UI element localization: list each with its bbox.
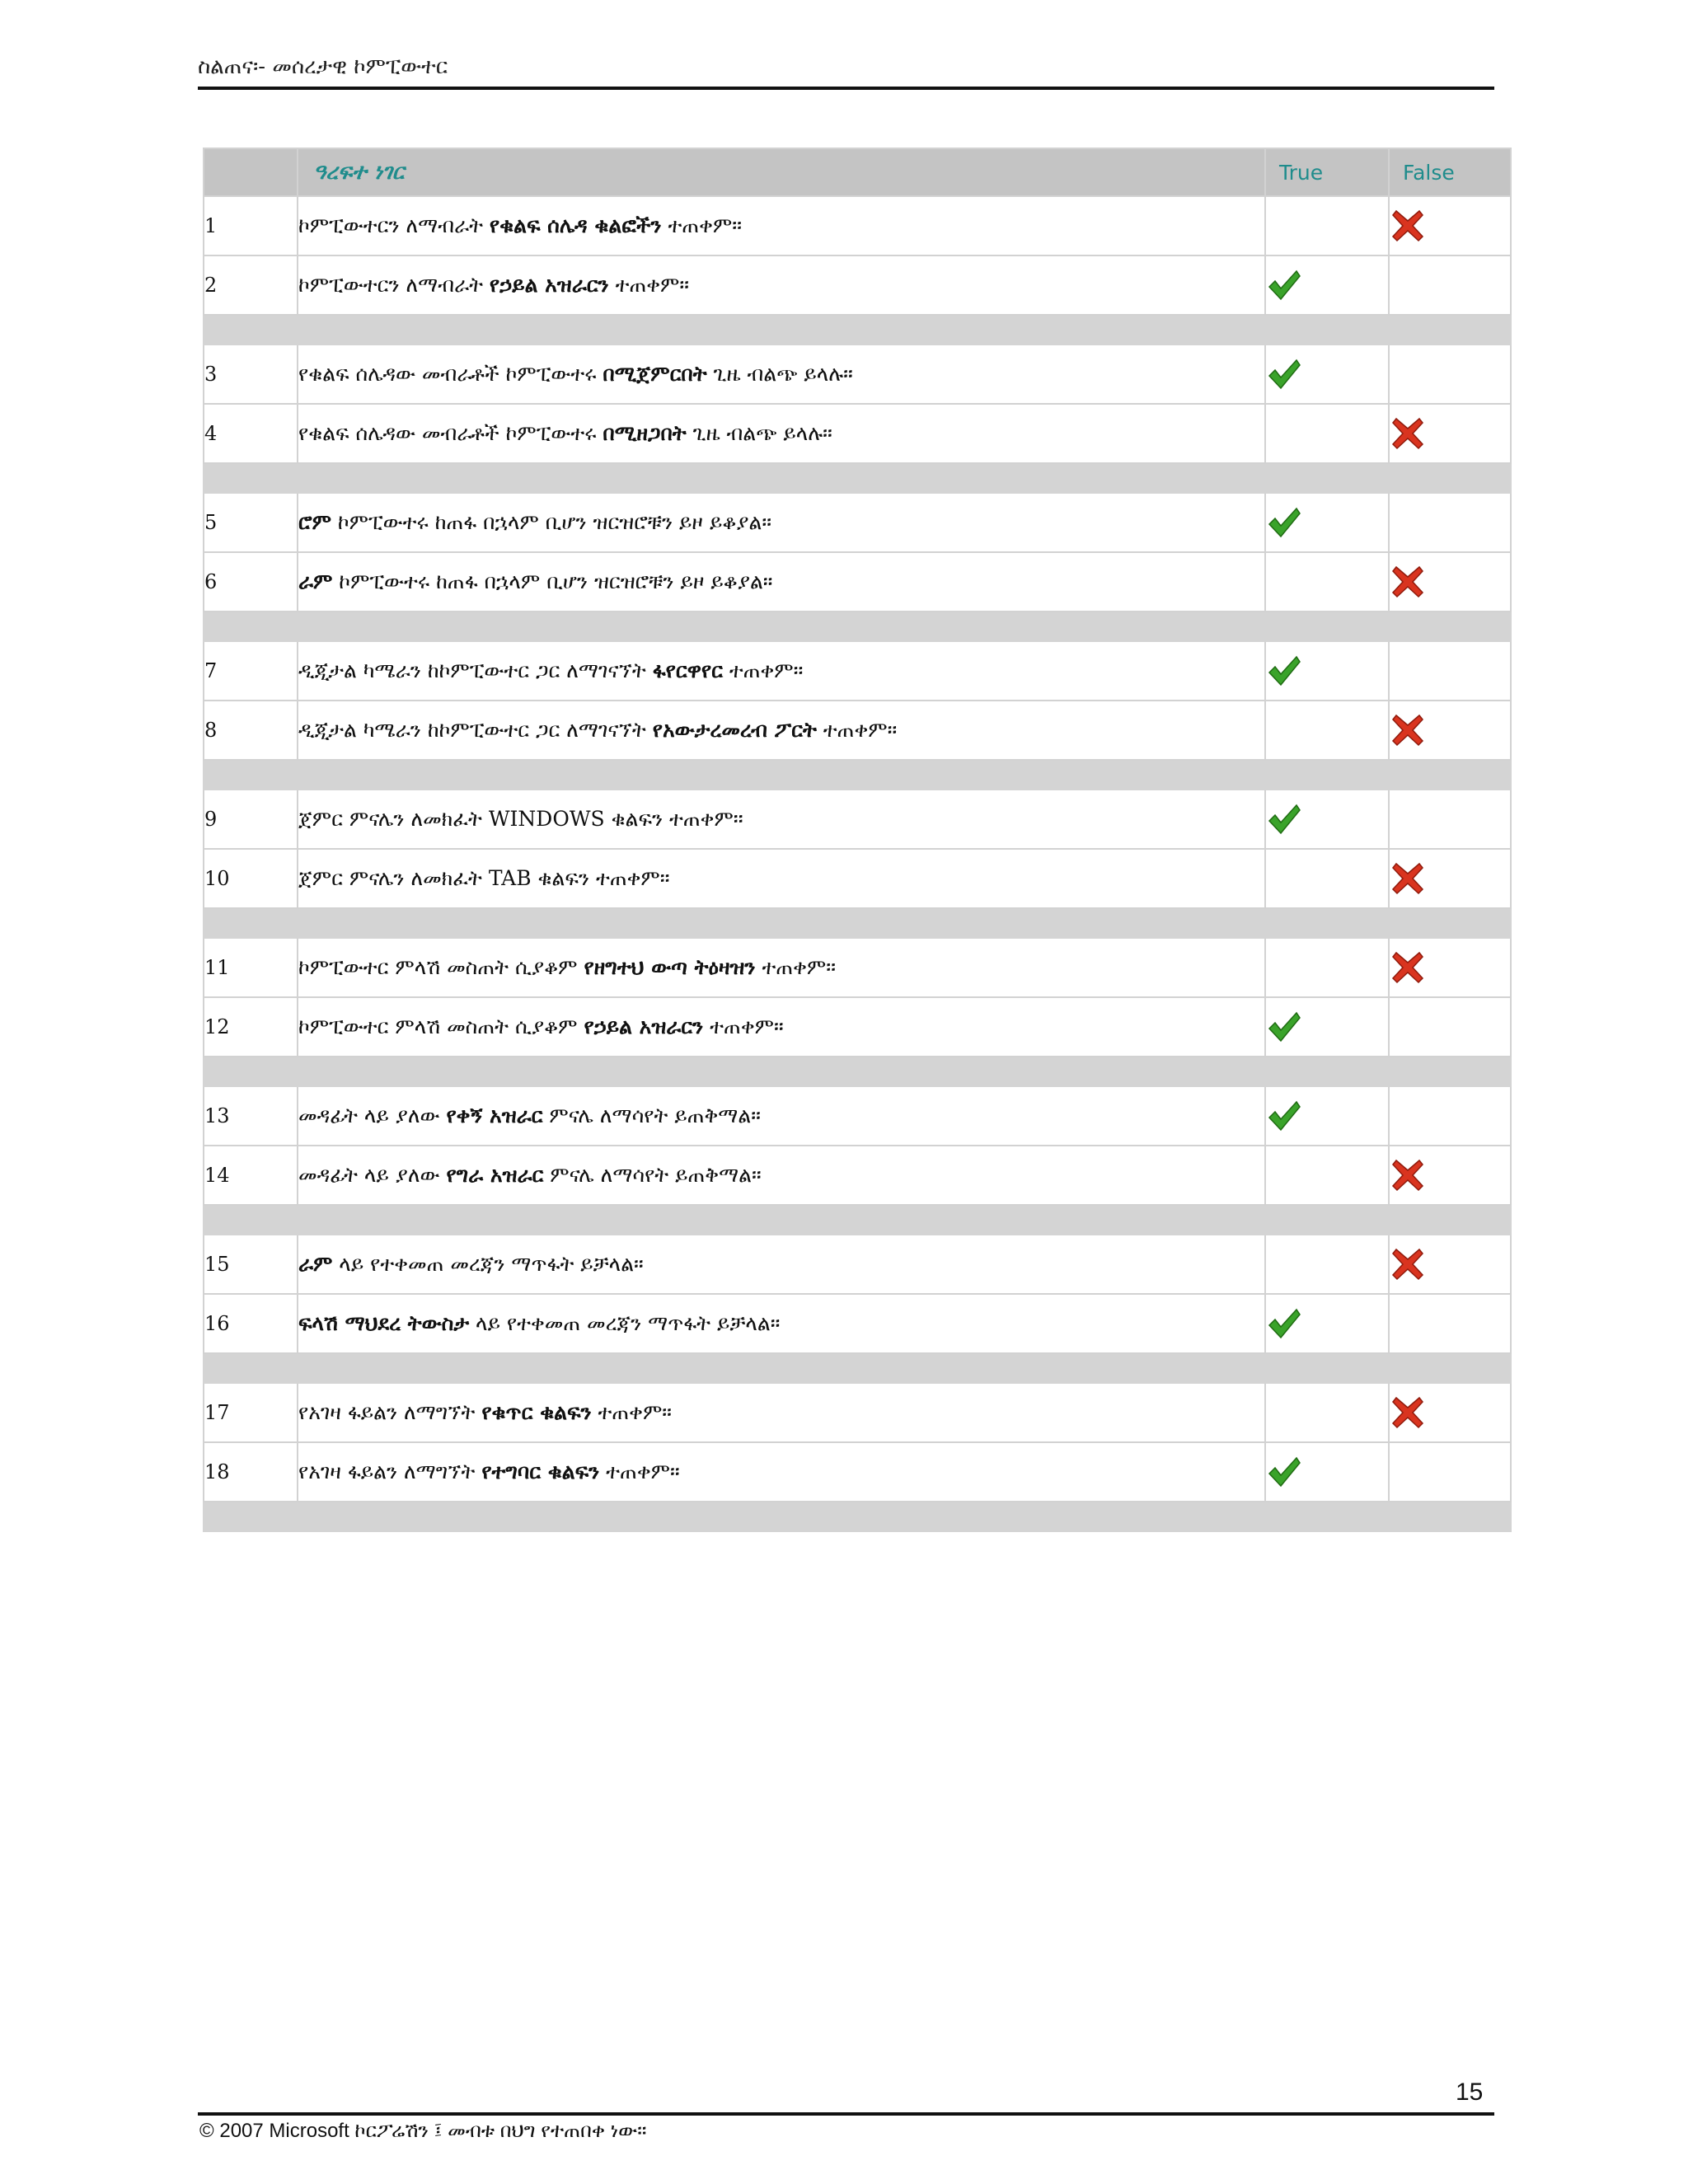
row-number: 16 [204,1294,298,1353]
statement-key-term: የቀኝ አዝራር [446,1104,543,1127]
statement-cell [298,493,1265,552]
table-header-row [204,148,1511,196]
true-cell [1265,552,1389,612]
statement-cell [298,1086,1265,1146]
statement-key-term: ሮም [298,510,331,534]
statement-key-term: የኃይል አዝራርን [584,1015,704,1038]
cross-icon [1390,208,1426,244]
statement-text: ላይ የተቀመጠ መረጃን ማጥፋት ይቻላል። [469,1311,781,1335]
statement-text: ኮምፒውተር ምላሽ መስጠት ሲያቆም [298,1015,584,1038]
false-cell [1389,1235,1511,1294]
statement-key-term: የኃይል አዝራርን [489,273,609,297]
statement-text: ዲጂታል ካሜራን ከኮምፒውተር ጋር ለማገናኘት [298,718,653,742]
row-number: 7 [204,641,298,701]
row-number: 12 [204,997,298,1057]
statement-text: ጀምር ምናሌን ለመክፈት WINDOWS ቁልፍን ተጠቀም፡፡ [298,807,743,831]
check-icon [1266,1098,1302,1134]
footer-copyright: © 2007 Microsoft ኮርፖሬሽን ፤ መብቱ በህግ የተጠበቀ ነው። [199,2120,647,2142]
statement-key-term: የግራ አዝራር [446,1163,544,1187]
check-icon [1266,653,1302,689]
group-separator [204,612,1511,641]
false-cell [1389,938,1511,997]
statement-key-term: የቁልፍ ሰሌዳ ቁልፎችን [489,213,662,237]
statement-cell [298,1383,1265,1442]
statement-text: የአገዛ ፋይልን ለማግኘት [298,1400,482,1424]
false-cell [1389,701,1511,760]
table-row [204,493,1511,552]
group-separator [204,1205,1511,1235]
statement-cell [298,938,1265,997]
false-cell [1389,493,1511,552]
true-cell [1265,1294,1389,1353]
row-number: 5 [204,493,298,552]
statement-text: ጊዜ ብልጭ ይላሉ። [686,421,832,445]
statement-cell [298,1442,1265,1502]
table-row [204,701,1511,760]
table-row [204,997,1511,1057]
row-number: 17 [204,1383,298,1442]
table-row [204,1235,1511,1294]
true-cell [1265,255,1389,315]
table-row [204,1086,1511,1146]
header-divider [198,87,1494,90]
group-separator [204,1057,1511,1086]
statement-text: ተጠቀም። [816,718,898,742]
false-cell [1389,641,1511,701]
cross-icon [1390,712,1426,748]
check-icon [1266,267,1302,303]
statement-key-term: ፍላሽ ማህደረ ትውስታ [298,1311,470,1335]
table-row [204,938,1511,997]
footer-divider [198,2112,1494,2116]
statement-text: ኮምፒውተርን ለማብራት [298,273,490,297]
statement-text: የአገዛ ፋይልን ለማግኘት [298,1460,482,1483]
statement-text: ኮምፒውተር ምላሽ መስጠት ሲያቆም [298,955,584,979]
check-icon [1266,1009,1302,1045]
statement-text: መዳፊት ላይ ያለው [298,1163,447,1187]
true-cell [1265,493,1389,552]
table-row [204,849,1511,908]
group-separator-row [204,1353,1511,1383]
statement-key-term: የቁጥር ቁልፍን [481,1400,592,1424]
table-row [204,344,1511,404]
true-false-table [203,148,1512,1532]
statement-text: ተጠቀም። [599,1460,680,1483]
group-separator-row [204,908,1511,938]
statement-text: ተጠቀም፡፡ [755,955,837,979]
row-number: 13 [204,1086,298,1146]
statement-text: ጀምር ምናሌን ለመክፈት TAB ቁልፍን ተጠቀም፡፡ [298,866,670,890]
row-number: 18 [204,1442,298,1502]
statement-key-term: በሚጀምርበት [603,362,707,386]
false-cell [1389,997,1511,1057]
statement-key-term: ራም [298,569,333,593]
false-cell [1389,1294,1511,1353]
statement-cell [298,1146,1265,1205]
cross-icon [1390,1246,1426,1282]
false-cell [1389,552,1511,612]
group-separator-row [204,1057,1511,1086]
false-cell [1389,1442,1511,1502]
true-cell [1265,790,1389,849]
row-number: 14 [204,1146,298,1205]
statement-key-term: የዘግተህ ውጣ ትዕዛዝን [584,955,756,979]
statement-key-term: የተግባር ቁልፍን [481,1460,600,1483]
false-cell [1389,404,1511,463]
group-separator-row [204,463,1511,493]
statement-cell [298,701,1265,760]
page-number: 15 [1456,2079,1484,2106]
statement-cell [298,1235,1265,1294]
true-cell [1265,641,1389,701]
cross-icon [1390,1157,1426,1193]
table-row [204,552,1511,612]
table-row [204,1294,1511,1353]
true-cell [1265,344,1389,404]
row-number: 3 [204,344,298,404]
group-separator-row [204,1205,1511,1235]
table-row [204,1442,1511,1502]
check-icon [1266,504,1302,541]
cross-icon [1390,415,1426,452]
row-number: 1 [204,196,298,255]
cross-icon [1390,1394,1426,1431]
true-cell [1265,938,1389,997]
statement-text: ላይ የተቀመጠ መረጃን ማጥፋት ይቻላል። [332,1252,644,1276]
table-row [204,255,1511,315]
table-row [204,404,1511,463]
false-cell [1389,849,1511,908]
group-separator [204,315,1511,344]
false-cell [1389,1146,1511,1205]
statement-text: ኮምፒውተርን ለማብራት [298,213,490,237]
statement-text: መዳፊት ላይ ያለው [298,1104,447,1127]
statement-text: ጊዜ ብልጭ ይላሉ። [706,362,853,386]
statement-key-term: ራም [298,1252,333,1276]
statement-cell [298,196,1265,255]
statement-cell [298,849,1265,908]
cross-icon [1390,860,1426,897]
statement-cell [298,255,1265,315]
statement-key-term: ፋየርዋየር [652,658,723,682]
table-row [204,196,1511,255]
true-cell [1265,1235,1389,1294]
page-header-title: ስልጠና፡- መሰረታዊ ኮምፒውተር [198,54,448,79]
statement-cell [298,641,1265,701]
row-number: 2 [204,255,298,315]
statement-cell [298,404,1265,463]
statement-text: ዲጂታል ካሜራን ከኮምፒውተር ጋር ለማገናኘት [298,658,653,682]
false-column-header: False [1389,148,1511,196]
statement-text: ኮምፒውተሩ ከጠፋ በኋላም ቢሆን ዝርዝሮቹን ይዞ ይቆያል። [331,510,772,534]
false-cell [1389,255,1511,315]
statement-cell [298,344,1265,404]
statement-text: ተጠቀም። [591,1400,672,1424]
true-cell [1265,1442,1389,1502]
true-cell [1265,1146,1389,1205]
table-row [204,790,1511,849]
statement-text: ተጠቀም። [703,1015,784,1038]
row-number: 11 [204,938,298,997]
true-cell [1265,196,1389,255]
statement-text: የቁልፍ ሰሌዳው መብራቶች ኮምፒውተሩ [298,362,603,386]
false-cell [1389,196,1511,255]
group-separator-row [204,612,1511,641]
true-column-header: True [1265,148,1389,196]
true-cell [1265,997,1389,1057]
group-separator [204,1353,1511,1383]
statement-cell [298,790,1265,849]
statement-text: ምናሌ ለማሳየት ይጠቅማል። [543,1163,762,1187]
check-icon [1266,801,1302,837]
statement-cell [298,997,1265,1057]
statement-cell [298,1294,1265,1353]
group-separator [204,908,1511,938]
statement-key-term: የአውታረመረብ ፖርት [652,718,817,742]
true-cell [1265,404,1389,463]
cross-icon [1390,564,1426,600]
row-number: 8 [204,701,298,760]
check-icon [1266,1305,1302,1342]
statement-key-term: በሚዘጋበት [603,421,687,445]
true-cell [1265,1383,1389,1442]
number-column-header [204,148,298,196]
group-separator-row [204,760,1511,790]
true-cell [1265,1086,1389,1146]
false-cell [1389,1383,1511,1442]
row-number: 15 [204,1235,298,1294]
statement-cell [298,552,1265,612]
table-row [204,641,1511,701]
false-cell [1389,344,1511,404]
statement-column-header: ዓረፍተ ነገር [298,148,1265,196]
row-number: 10 [204,849,298,908]
table-row [204,1146,1511,1205]
statement-text: የቁልፍ ሰሌዳው መብራቶች ኮምፒውተሩ [298,421,603,445]
group-separator-row [204,1502,1511,1531]
check-icon [1266,356,1302,392]
table-row [204,1383,1511,1442]
false-cell [1389,1086,1511,1146]
cross-icon [1390,949,1426,986]
statement-text: ተጠቀም፡፡ [661,213,743,237]
check-icon [1266,1454,1302,1490]
true-cell [1265,849,1389,908]
statement-text: ኮምፒውተሩ ከጠፋ በኋላም ቢሆን ዝርዝሮቹን ይዞ ይቆያል። [332,569,773,593]
statement-text: ተጠቀም፡፡ [722,658,804,682]
group-separator [204,760,1511,790]
false-cell [1389,790,1511,849]
group-separator-row [204,315,1511,344]
true-cell [1265,701,1389,760]
row-number: 4 [204,404,298,463]
row-number: 6 [204,552,298,612]
row-number: 9 [204,790,298,849]
table-body [204,196,1511,1531]
statement-text: ተጠቀም። [608,273,690,297]
group-separator [204,1502,1511,1531]
statement-text: ምናሌ ለማሳየት ይጠቅማል። [542,1104,761,1127]
group-separator [204,463,1511,493]
